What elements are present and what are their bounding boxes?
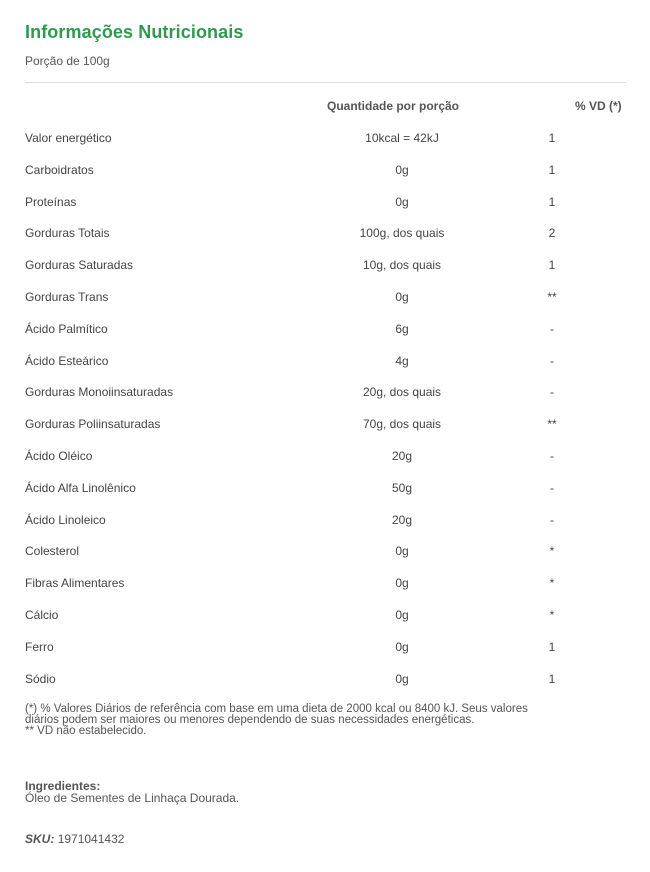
nutrient-quantity: 6g — [395, 321, 409, 336]
nutrient-vd: - — [550, 353, 554, 368]
nutrient-name: Ácido Oléico — [25, 448, 93, 463]
table-row — [25, 408, 628, 440]
nutrient-name: Gorduras Totais — [25, 226, 110, 241]
footnote-line: (*) % Valores Diários de referência com base em uma dieta de 2000 kcal ou 8400 kJ. Seus valores — [25, 703, 528, 715]
nutrient-name: Sódio — [25, 671, 56, 686]
table-row — [25, 217, 628, 249]
nutrient-name: Proteínas — [25, 194, 77, 209]
column-header-vd: % VD (*) — [575, 99, 622, 113]
nutrient-quantity: 4g — [395, 353, 409, 368]
table-row — [25, 154, 628, 186]
table-row — [25, 631, 628, 663]
table-row — [25, 186, 628, 218]
nutrient-name: Ácido Alfa Linolênico — [25, 480, 136, 495]
divider — [25, 82, 626, 83]
nutrition-table — [25, 122, 628, 694]
column-header-quantity: Quantidade por porção — [327, 99, 460, 113]
table-row — [25, 122, 628, 154]
nutrient-vd: 1 — [548, 131, 556, 145]
nutrient-name: Cálcio — [25, 607, 59, 622]
nutrient-name: Gorduras Monoiinsaturadas — [25, 385, 174, 400]
nutrient-quantity: 0g — [395, 576, 409, 591]
nutrient-vd: 1 — [548, 639, 556, 654]
portion-size: Porção de 100g — [25, 54, 110, 68]
nutrient-name: Colesterol — [25, 544, 80, 559]
nutrient-quantity: 10kcal = 42kJ — [365, 131, 439, 145]
footnotes — [25, 704, 625, 737]
page-title: Informações Nutricionais — [25, 22, 244, 42]
nutrient-vd: * — [549, 576, 555, 591]
table-row — [25, 313, 628, 345]
sku-value: 1971041432 — [57, 832, 125, 846]
nutrient-quantity: 0g — [395, 544, 409, 559]
nutrient-vd: - — [550, 385, 554, 400]
nutrient-vd: - — [550, 512, 554, 527]
table-row — [25, 345, 628, 377]
nutrient-quantity: 0g — [395, 194, 409, 209]
nutrient-quantity: 0g — [395, 607, 409, 622]
ingredients-section — [25, 780, 239, 804]
nutrient-name: Ácido Linoleico — [25, 512, 106, 527]
footnote-line: diários podem ser maiores ou menores dependendo de suas necessidades energéticas. — [25, 714, 475, 726]
nutrient-quantity: 10g, dos quais — [362, 258, 442, 273]
nutrient-vd: 1 — [548, 671, 556, 686]
nutrient-vd: * — [549, 607, 555, 622]
table-row — [25, 376, 628, 408]
nutrient-vd: - — [550, 448, 554, 463]
nutrient-name: Ácido Palmítico — [25, 321, 108, 336]
nutrient-vd: - — [550, 480, 554, 495]
table-row — [25, 281, 628, 313]
nutrient-quantity: 20g — [391, 512, 413, 527]
table-row — [25, 663, 628, 695]
table-row — [25, 535, 628, 567]
nutrient-quantity: 50g — [391, 480, 413, 495]
nutrient-name: Carboidratos — [25, 162, 94, 177]
nutrient-name: Ferro — [25, 639, 54, 654]
nutrient-quantity: 20g — [391, 448, 413, 463]
nutrient-quantity: 0g — [395, 671, 409, 686]
nutrient-quantity: 0g — [395, 289, 409, 304]
nutrient-quantity: 70g, dos quais — [362, 417, 442, 432]
table-row — [25, 504, 628, 536]
nutrient-quantity: 0g — [395, 639, 409, 654]
ingredients-text: Óleo de Sementes de Linhaça Dourada. — [25, 791, 240, 805]
sku-line — [25, 832, 124, 846]
nutrient-quantity: 20g, dos quais — [362, 385, 442, 400]
table-row — [25, 567, 628, 599]
nutrient-vd: 1 — [548, 258, 556, 273]
table-row — [25, 599, 628, 631]
table-row — [25, 472, 628, 504]
nutrient-vd: - — [550, 321, 554, 336]
nutrient-name: Gorduras Trans — [25, 289, 109, 304]
table-row — [25, 249, 628, 281]
ingredients-label: Ingredientes: — [25, 779, 101, 793]
nutrient-name: Valor energético — [25, 131, 112, 145]
sku-label: SKU: — [25, 832, 55, 846]
nutrient-vd: ** — [547, 417, 557, 432]
nutrient-name: Fibras Alimentares — [25, 576, 125, 591]
nutrient-vd: 1 — [548, 194, 556, 209]
nutrient-name: Ácido Esteárico — [25, 353, 109, 368]
nutrient-vd: ** — [547, 289, 557, 304]
table-row — [25, 440, 628, 472]
footnote-line: ** VD não estabelecido. — [25, 725, 147, 737]
nutrient-quantity: 0g — [395, 162, 409, 177]
nutrient-vd: * — [549, 544, 555, 559]
nutrient-vd: 2 — [548, 226, 556, 241]
nutrient-quantity: 100g, dos quais — [359, 226, 445, 241]
nutrient-name: Gorduras Poliinsaturadas — [25, 417, 161, 432]
nutrient-name: Gorduras Saturadas — [25, 258, 134, 273]
nutrient-vd: 1 — [548, 162, 556, 177]
